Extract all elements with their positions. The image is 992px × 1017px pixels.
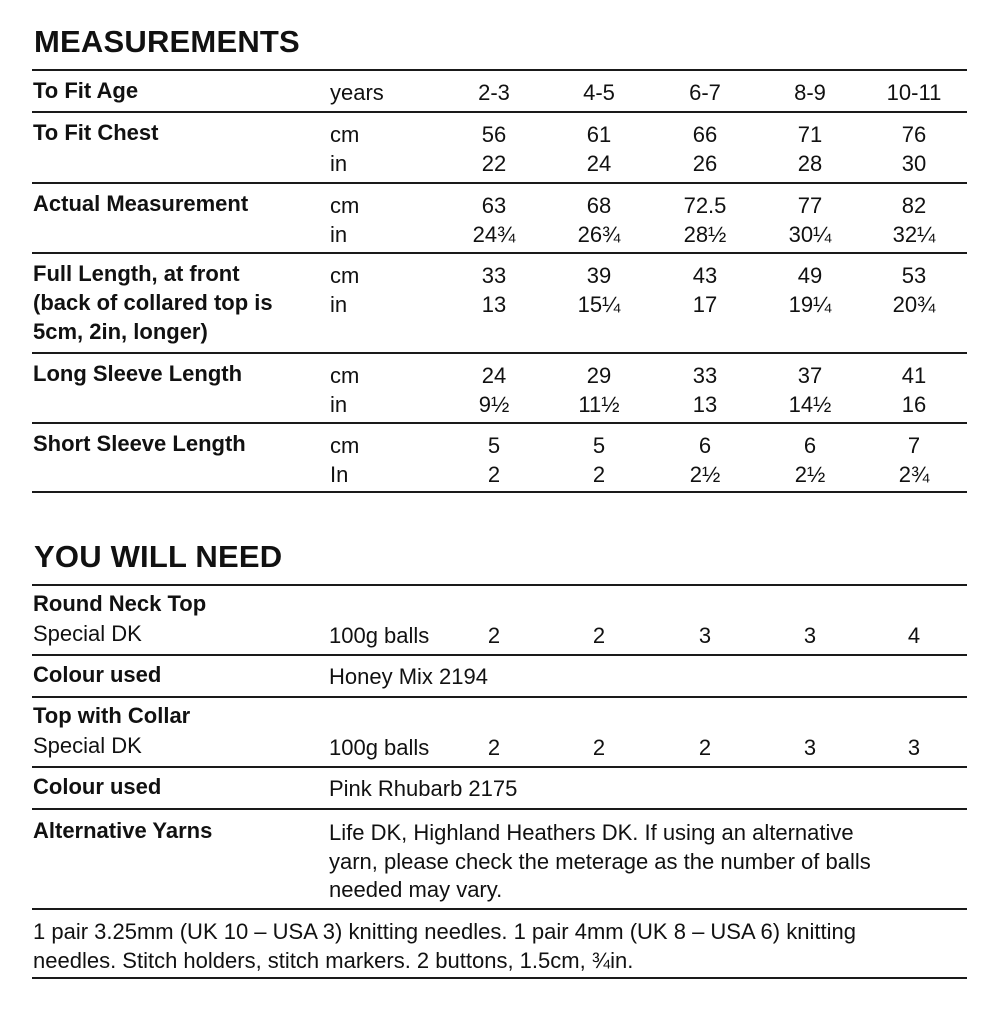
measurement-value: 63 (481, 193, 507, 218)
measurement-value: 11½ (578, 392, 620, 417)
measurement-label: (back of collared top is (33, 290, 273, 315)
measurement-unit: In (330, 462, 349, 487)
round-neck-title: Round Neck Top (33, 591, 207, 616)
alternative-yarns-text: Life DK, Highland Heathers DK. If using an alternative (329, 820, 854, 845)
notions-text: needles. Stitch holders, stitch markers. 2 buttons, 1.5cm, ¾in. (33, 948, 634, 973)
divider (32, 111, 967, 113)
divider (32, 696, 967, 698)
colour-used-label: Colour used (33, 662, 162, 687)
measurement-unit: cm (330, 363, 360, 388)
measurement-value: 2¾ (898, 462, 930, 487)
measurement-unit: in (330, 151, 348, 176)
measurement-value: 43 (692, 263, 718, 288)
measurement-label: To Fit Age (33, 78, 139, 103)
measurement-value: 9½ (478, 392, 510, 417)
alternative-yarns-text: yarn, please check the meterage as the number of balls (329, 849, 871, 874)
colour-used-value: Honey Mix 2194 (329, 664, 488, 689)
measurement-value: 13 (481, 292, 507, 317)
measurement-label: To Fit Chest (33, 120, 159, 145)
round-neck-yarn: Special DK (33, 621, 142, 646)
measurement-value: 7 (907, 433, 921, 458)
measurement-value: 32¼ (892, 222, 936, 247)
divider (32, 766, 967, 768)
measurement-value: 39 (586, 263, 612, 288)
divider (32, 491, 967, 493)
collar-qty: 3 (907, 735, 921, 760)
measurement-value: 66 (692, 122, 718, 147)
measurement-unit: years (330, 80, 384, 105)
measurement-value: 13 (692, 392, 718, 417)
divider (32, 977, 967, 979)
measurement-value: 61 (586, 122, 612, 147)
measurement-value: 28 (797, 151, 823, 176)
measurement-value: 53 (901, 263, 927, 288)
measurement-value: 24¾ (472, 222, 516, 247)
measurement-value: 15¼ (577, 292, 621, 317)
measurement-value: 41 (901, 363, 927, 388)
notions-text: 1 pair 3.25mm (UK 10 – USA 3) knitting needles. 1 pair 4mm (UK 8 – USA 6) knitting (33, 919, 856, 944)
measurement-value: 28½ (683, 222, 727, 247)
measurement-label: 5cm, 2in, longer) (33, 319, 208, 344)
measurement-value: 16 (901, 392, 927, 417)
divider (32, 182, 967, 184)
measurement-value: 76 (901, 122, 927, 147)
divider (32, 908, 967, 910)
round-neck-unit: 100g balls (329, 623, 430, 648)
divider (32, 422, 967, 424)
colour-used-value: Pink Rhubarb 2175 (329, 776, 518, 801)
measurement-label: Long Sleeve Length (33, 361, 243, 386)
measurement-value: 19¼ (788, 292, 832, 317)
measurement-value: 33 (481, 263, 507, 288)
measurement-value: 4-5 (583, 80, 615, 105)
alternative-yarns-text: needed may vary. (329, 877, 503, 902)
measurement-value: 14½ (788, 392, 832, 417)
measurement-value: 8-9 (794, 80, 826, 105)
measurement-value: 24 (586, 151, 612, 176)
measurement-unit: cm (330, 433, 360, 458)
measurement-value: 6 (803, 433, 817, 458)
measurement-value: 2-3 (478, 80, 510, 105)
collar-qty: 3 (803, 735, 817, 760)
collar-qty: 2 (592, 735, 606, 760)
divider (32, 252, 967, 254)
alternative-yarns-label: Alternative Yarns (33, 818, 213, 843)
measurement-value: 17 (692, 292, 718, 317)
divider (32, 352, 967, 354)
collar-qty: 2 (487, 735, 501, 760)
measurement-value: 24 (481, 363, 507, 388)
measurement-value: 2½ (689, 462, 721, 487)
measurement-value: 22 (481, 151, 507, 176)
measurements-heading: MEASUREMENTS (34, 24, 300, 59)
collar-unit: 100g balls (329, 735, 430, 760)
measurement-value: 56 (481, 122, 507, 147)
measurement-unit: in (330, 392, 348, 417)
measurement-value: 82 (901, 193, 927, 218)
collar-yarn: Special DK (33, 733, 142, 758)
measurement-value: 10-11 (886, 80, 942, 105)
measurement-value: 72.5 (683, 193, 727, 218)
measurement-label: Short Sleeve Length (33, 431, 246, 456)
collar-title: Top with Collar (33, 703, 191, 728)
divider (32, 69, 967, 71)
measurement-value: 77 (797, 193, 823, 218)
colour-used-label: Colour used (33, 774, 162, 799)
measurement-value: 2½ (794, 462, 826, 487)
measurement-value: 6-7 (689, 80, 721, 105)
measurement-value: 33 (692, 363, 718, 388)
measurement-value: 5 (487, 433, 501, 458)
measurement-value: 20¾ (892, 292, 936, 317)
measurement-label: Full Length, at front (33, 261, 240, 286)
measurement-value: 6 (698, 433, 712, 458)
measurement-value: 26¾ (577, 222, 621, 247)
round-neck-qty: 3 (698, 623, 712, 648)
measurement-value: 2 (487, 462, 501, 487)
measurement-value: 29 (586, 363, 612, 388)
measurement-value: 68 (586, 193, 612, 218)
round-neck-qty: 4 (907, 623, 921, 648)
round-neck-qty: 2 (592, 623, 606, 648)
divider (32, 808, 967, 810)
measurement-value: 26 (692, 151, 718, 176)
round-neck-qty: 2 (487, 623, 501, 648)
measurement-unit: cm (330, 263, 360, 288)
measurement-value: 37 (797, 363, 823, 388)
measurement-value: 5 (592, 433, 606, 458)
round-neck-qty: 3 (803, 623, 817, 648)
measurement-unit: in (330, 222, 348, 247)
measurement-value: 30¼ (788, 222, 832, 247)
measurement-value: 2 (592, 462, 606, 487)
you-will-need-heading: YOU WILL NEED (34, 539, 283, 574)
divider (32, 584, 967, 586)
measurement-unit: in (330, 292, 348, 317)
measurement-label: Actual Measurement (33, 191, 249, 216)
measurement-value: 49 (797, 263, 823, 288)
collar-qty: 2 (698, 735, 712, 760)
measurement-value: 30 (901, 151, 927, 176)
divider (32, 654, 967, 656)
measurement-value: 71 (797, 122, 823, 147)
measurement-unit: cm (330, 193, 360, 218)
measurement-unit: cm (330, 122, 360, 147)
